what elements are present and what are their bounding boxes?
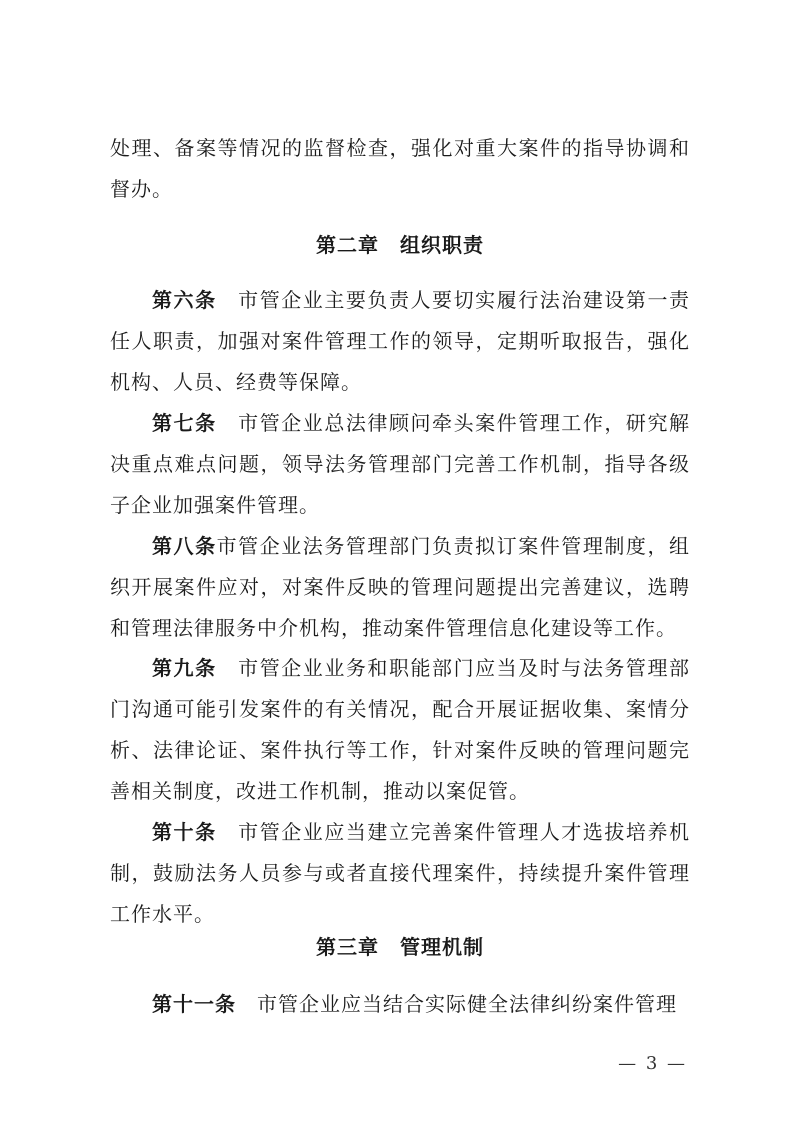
article-10-label: 第十条 — [152, 820, 217, 844]
article-11-label: 第十一条 — [152, 992, 236, 1016]
article-10 — [110, 812, 690, 935]
article-11-text: 市管企业应当结合实际健全法律纠纷案件管理 — [257, 992, 677, 1016]
article-8-text: 市管企业法务管理部门负责拟订案件管理制度，组织开展案件应对，对案件反映的管理问题提出完善建议，选聘和管理法律服务中介机构，推动案件管理信息化建设等工作。 — [110, 534, 690, 640]
continuation-paragraph: 处理、备案等情况的监督检查，强化对重大案件的指导协调和督办。 — [110, 136, 690, 201]
article-8-label: 第八条 — [152, 534, 217, 558]
article-9-text: 市管企业业务和职能部门应当及时与法务管理部门沟通可能引发案件的有关情况，配合开展证据收集、案情分析、法律论证、案件执行等工作，针对案件反映的管理问题完善相关制度，改进工作机制，推动以案促管。 — [110, 656, 691, 803]
article-7-text: 市管企业总法律顾问牵头案件管理工作，研究解决重点难点问题，领导法务管理部门完善工作机制，指导各级子企业加强案件管理。 — [110, 411, 691, 517]
article-8 — [110, 526, 690, 649]
article-9-label: 第九条 — [152, 656, 217, 680]
article-6 — [110, 280, 690, 403]
article-10-text: 市管企业应当建立完善案件管理人才选拔培养机制，鼓励法务人员参与或者直接代理案件，持续提升案件管理工作水平。 — [110, 820, 691, 926]
chapter-2-title: 第二章 组织职责 — [316, 233, 484, 257]
article-6-label: 第六条 — [152, 288, 217, 312]
article-7 — [110, 403, 690, 526]
page-number: — 3 — — [618, 1053, 687, 1074]
chapter-3-title: 第三章 管理机制 — [316, 935, 484, 959]
article-11 — [110, 984, 690, 1025]
article-9 — [110, 648, 690, 812]
article-6-text: 市管企业主要负责人要切实履行法治建设第一责任人职责，加强对案件管理工作的领导，定期听取报告，强化机构、人员、经费等保障。 — [110, 288, 691, 394]
article-7-label: 第七条 — [152, 411, 217, 435]
